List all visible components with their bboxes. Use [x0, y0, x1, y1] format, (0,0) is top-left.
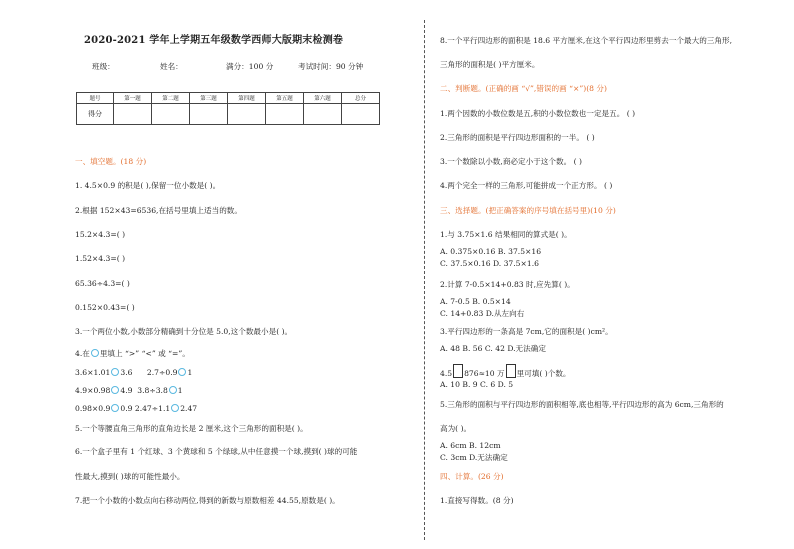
circle-icon[interactable]	[111, 368, 119, 376]
exam-meta	[92, 62, 363, 71]
question-text: 4.在	[75, 349, 90, 358]
column-divider	[424, 20, 425, 540]
choice-options: C. 3cm D.无法确定	[440, 453, 508, 462]
section-heading: 二、判断题。(正确的画 “√”,错误的画 “×”)(8 分)	[440, 84, 607, 93]
question-text: 里填上 “>” “<” 或 “=”。	[99, 349, 190, 358]
judge-item: 2.三角形的面积是平行四边形面积的一半。 ( )	[440, 133, 595, 142]
question: 性最大,摸到( )球的可能性最小。	[75, 472, 185, 481]
choice-options: C. 14+0.83 D.从左向右	[440, 309, 525, 318]
score-table-header	[77, 93, 380, 104]
section-heading: 一、填空题。(18 分)	[75, 157, 147, 166]
blank-box[interactable]	[453, 364, 463, 378]
expr: 2.47	[180, 404, 198, 413]
circle-icon[interactable]	[111, 404, 119, 412]
question-item: 65.36÷4.3=( )	[75, 279, 130, 288]
question: 7.把一个小数的小数点向右移动两位,得到的新数与原数相差 44.55,原数是( )。	[75, 496, 340, 505]
question: 3.一个两位小数,小数部分精确到十分位是 5.0,这个数最小是( )。	[75, 327, 293, 336]
question: 2.根据 152×43=6536,在括号里填上适当的数。	[75, 206, 242, 215]
choice-question: 1.与 3.75×1.6 结果相同的算式是( )。	[440, 230, 572, 239]
choice-question: 5.三角形的面积与平行四边形的面积相等,底也相等,平行四边形的高为 6cm,三角形的	[440, 400, 724, 409]
choice-options: A. 7-0.5 B. 0.5×14	[440, 297, 511, 306]
compare-row	[75, 404, 197, 413]
judge-item: 1.两个因数的小数位数是五,积的小数位数也一定是五。 ( )	[440, 109, 636, 118]
choice-question: 2.计算 7-0.5×14+0.83 时,应先算( )。	[440, 280, 575, 289]
class-label: 班级：	[92, 62, 115, 71]
question-item: 15.2×4.3=( )	[75, 230, 126, 239]
table-cell: 得分	[77, 104, 114, 125]
judge-item: 4.两个完全一样的三角形,可能拼成一个正方形。 ( )	[440, 181, 613, 190]
blank-box[interactable]	[506, 364, 516, 378]
choice-question: 高为( )。	[440, 424, 472, 433]
table-cell: 第五题	[266, 93, 304, 104]
table-cell: 第一题	[114, 93, 152, 104]
choice-question: 3.平行四边形的一条高是 7cm,它的面积是( )cm²。	[440, 327, 613, 336]
table-cell: 第三题	[190, 93, 228, 104]
question-item: 0.152×0.43=( )	[75, 303, 135, 312]
expr: 1	[177, 386, 183, 395]
question-text: 4.5	[440, 369, 453, 378]
section-heading: 三、选择题。(把正确答案的序号填在括号里)(10 分)	[440, 206, 616, 215]
score-table-row	[77, 104, 380, 125]
choice-options: A. 10 B. 9 C. 6 D. 5	[440, 380, 514, 389]
score-table	[76, 92, 380, 125]
circle-icon[interactable]	[178, 368, 186, 376]
question: 8.一个平行四边形的面积是 18.6 平方厘米,在这个平行四边形里剪去一个最大的三角形,	[440, 36, 732, 45]
choice-options: A. 48 B. 56 C. 42 D.无法确定	[440, 344, 546, 353]
expr: 0.98×0.9	[75, 404, 111, 413]
question: 三角形的面积是( )平方厘米。	[440, 60, 540, 69]
table-cell: 题号	[77, 93, 114, 104]
question-item: 1.52×4.3=( )	[75, 254, 126, 263]
choice-question	[440, 364, 571, 378]
question: 1.直接写得数。(8 分)	[440, 496, 514, 505]
circle-icon[interactable]	[171, 404, 179, 412]
question-text: 里可填( )个数。	[516, 369, 571, 378]
circle-icon[interactable]	[111, 386, 119, 394]
exam-time-label: 考试时间：90 分钟	[298, 62, 364, 71]
name-label: 姓名：	[160, 62, 183, 71]
score-cell[interactable]	[152, 104, 190, 125]
circle-icon[interactable]	[169, 386, 177, 394]
score-cell[interactable]	[304, 104, 342, 125]
compare-row	[75, 368, 192, 377]
expr: 3.6	[120, 368, 133, 377]
choice-options: A. 0.375×0.16 B. 37.5×16	[440, 247, 542, 256]
choice-options: A. 6cm B. 12cm	[440, 441, 501, 450]
expr: 4.9×0.98	[75, 386, 111, 395]
judge-item: 3.一个数除以小数,商必定小于这个数。 ( )	[440, 157, 582, 166]
full-score-label: 满分：100 分	[226, 62, 274, 71]
expr: 0.9	[120, 404, 133, 413]
choice-options: C. 37.5×0.16 D. 37.5×1.6	[440, 259, 539, 268]
table-cell: 第四题	[228, 93, 266, 104]
score-cell[interactable]	[342, 104, 380, 125]
compare-row	[75, 386, 183, 395]
expr: 2.7÷0.9	[146, 368, 178, 377]
score-cell[interactable]	[228, 104, 266, 125]
question: 5.一个等腰直角三角形的直角边长是 2 厘米,这个三角形的面积是( )。	[75, 424, 308, 433]
score-cell[interactable]	[114, 104, 152, 125]
question	[75, 349, 190, 358]
expr: 3.6×1.01	[75, 368, 111, 377]
expr: 2.47÷1.1	[134, 404, 171, 413]
table-cell: 第二题	[152, 93, 190, 104]
score-cell[interactable]	[190, 104, 228, 125]
expr: 4.9	[120, 386, 133, 395]
expr: 1	[187, 368, 193, 377]
expr: 3.8÷3.8	[137, 386, 168, 395]
section-heading: 四、计算。(26 分)	[440, 472, 504, 481]
circle-icon	[91, 349, 99, 357]
table-cell: 第六题	[304, 93, 342, 104]
question: 1. 4.5×0.9 的积是( ),保留一位小数是( )。	[75, 181, 221, 190]
question-text: 876≈10 万	[464, 369, 505, 378]
exam-title: 2020-2021 学年上学期五年级数学西师大版期末检测卷	[84, 35, 344, 46]
table-cell: 总分	[342, 93, 380, 104]
score-cell[interactable]	[266, 104, 304, 125]
question: 6.一个盒子里有 1 个红球、3 个黄球和 5 个绿球,从中任意摸一个球,摸到( )球的可能	[75, 447, 358, 456]
